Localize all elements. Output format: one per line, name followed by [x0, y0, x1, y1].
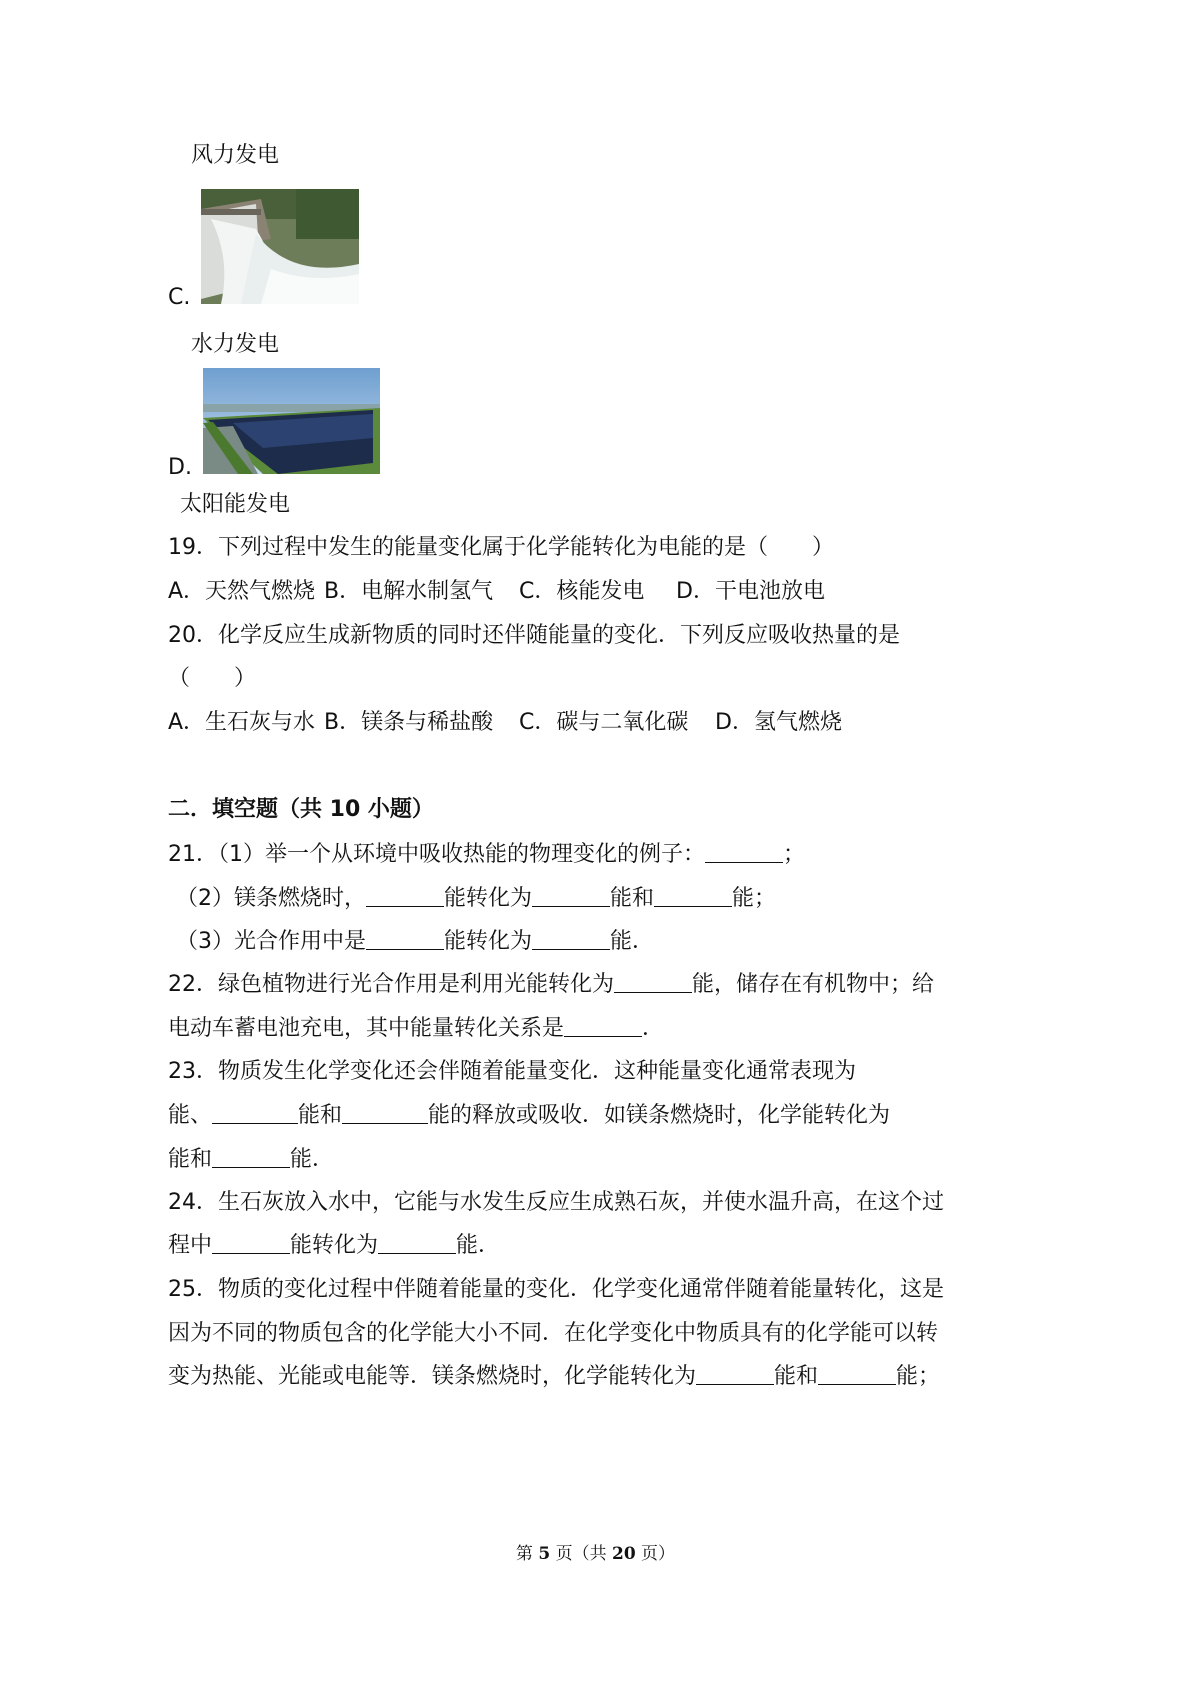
answer-blank[interactable] [366, 927, 444, 950]
q24-text: 能转化为 [290, 1233, 379, 1258]
q23-text: 能和 [168, 1147, 213, 1172]
total-pages: 20 [611, 1544, 636, 1564]
q23-text: 能、 [168, 1103, 213, 1128]
q20-option-c: C．碳与二氧化碳 [519, 710, 689, 735]
option-c-caption: 水力发电 [191, 332, 280, 357]
hydropower-dam-image [201, 189, 359, 304]
q23-line1: 23．物质发生化学变化还会伴随着能量变化．这种能量变化通常表现为 [168, 1059, 856, 1084]
q23-text: 能． [290, 1147, 335, 1172]
q23-line2 [168, 1101, 890, 1131]
answer-blank[interactable] [614, 970, 692, 993]
footer-text: 页（共 [550, 1544, 612, 1564]
answer-blank[interactable] [366, 884, 444, 907]
q22-line2 [168, 1014, 664, 1044]
q21-line1 [168, 840, 805, 870]
q20-stem: 20．化学反应生成新物质的同时还伴随能量的变化．下列反应吸收热量的是 [168, 623, 900, 648]
q22-line1 [168, 970, 934, 1000]
answer-blank[interactable] [212, 1101, 298, 1124]
q22-text: ． [642, 1016, 665, 1041]
q22-text: 22．绿色植物进行光合作用是利用光能转化为 [168, 972, 614, 997]
q25-text: 能； [896, 1364, 941, 1389]
answer-blank[interactable] [818, 1362, 896, 1385]
answer-blank[interactable] [342, 1101, 428, 1124]
option-c-label: C. [168, 285, 191, 310]
q21-text: 能． [610, 929, 655, 954]
option-d-label: D. [168, 455, 192, 480]
q23-text: 能和 [298, 1103, 343, 1128]
option-b-caption: 风力发电 [191, 143, 280, 168]
q25-text: 变为热能、光能或电能等．镁条燃烧时，化学能转化为 [168, 1364, 697, 1389]
answer-blank[interactable] [212, 1231, 290, 1254]
q22-text: 能，储存在有机物中；给 [692, 972, 935, 997]
q25-line2: 因为不同的物质包含的化学能大小不同．在化学变化中物质具有的化学能可以转 [168, 1321, 939, 1346]
q19-option-b: B．电解水制氢气 [324, 579, 494, 604]
footer-text: 第 [515, 1544, 539, 1564]
answer-blank[interactable] [705, 840, 783, 863]
page-number: 5 [538, 1544, 551, 1564]
q25-text: 能和 [774, 1364, 819, 1389]
q22-text: 电动车蓄电池充电，其中能量转化关系是 [168, 1016, 565, 1041]
option-d-caption: 太阳能发电 [180, 492, 291, 517]
answer-blank[interactable] [696, 1362, 774, 1385]
q20-option-a: A．生石灰与水 [168, 710, 316, 735]
q25-line3 [168, 1362, 940, 1392]
q21-text: 能和 [610, 886, 655, 911]
answer-blank[interactable] [378, 1231, 456, 1254]
answer-blank[interactable] [532, 927, 610, 950]
q23-text: 能的释放或吸收．如镁条燃烧时，化学能转化为 [428, 1103, 891, 1128]
q19-stem: 19．下列过程中发生的能量变化属于化学能转化为电能的是（ ） [168, 535, 834, 560]
page-footer [0, 1539, 1191, 1564]
q21-text: 21．（1）举一个从环境中吸收热能的物理变化的例子： [168, 842, 705, 867]
footer-text: 页） [635, 1544, 676, 1564]
q23-line3 [168, 1145, 334, 1175]
answer-blank[interactable] [654, 884, 732, 907]
q21-text: 能转化为 [444, 886, 533, 911]
q21-line3 [176, 927, 654, 957]
q24-line1: 24．生石灰放入水中，它能与水发生反应生成熟石灰，并使水温升高，在这个过 [168, 1190, 944, 1215]
q21-text: 能转化为 [444, 929, 533, 954]
q19-option-d: D．干电池放电 [676, 579, 825, 604]
answer-blank[interactable] [212, 1145, 290, 1168]
answer-blank[interactable] [532, 884, 610, 907]
q21-text: （2）镁条燃烧时， [176, 886, 366, 911]
q20-option-d: D．氢气燃烧 [715, 710, 842, 735]
q20-option-b: B．镁条与稀盐酸 [324, 710, 494, 735]
answer-blank[interactable] [564, 1014, 642, 1037]
solar-farm-image [203, 368, 380, 474]
q24-text: 能． [456, 1233, 501, 1258]
q24-line2 [168, 1231, 500, 1261]
q20-stem-bracket: （ ） [168, 666, 257, 691]
q21-text: （3）光合作用中是 [176, 929, 366, 954]
q21-text: 能； [732, 886, 777, 911]
q19-option-a: A．天然气燃烧 [168, 579, 316, 604]
q21-text: ； [783, 842, 806, 867]
q21-line2 [176, 884, 776, 914]
q24-text: 程中 [168, 1233, 213, 1258]
section-title: 二．填空题（共 10 小题） [168, 797, 434, 822]
q25-line1: 25．物质的变化过程中伴随着能量的变化．化学变化通常伴随着能量转化，这是 [168, 1277, 944, 1302]
q19-option-c: C．核能发电 [519, 579, 645, 604]
